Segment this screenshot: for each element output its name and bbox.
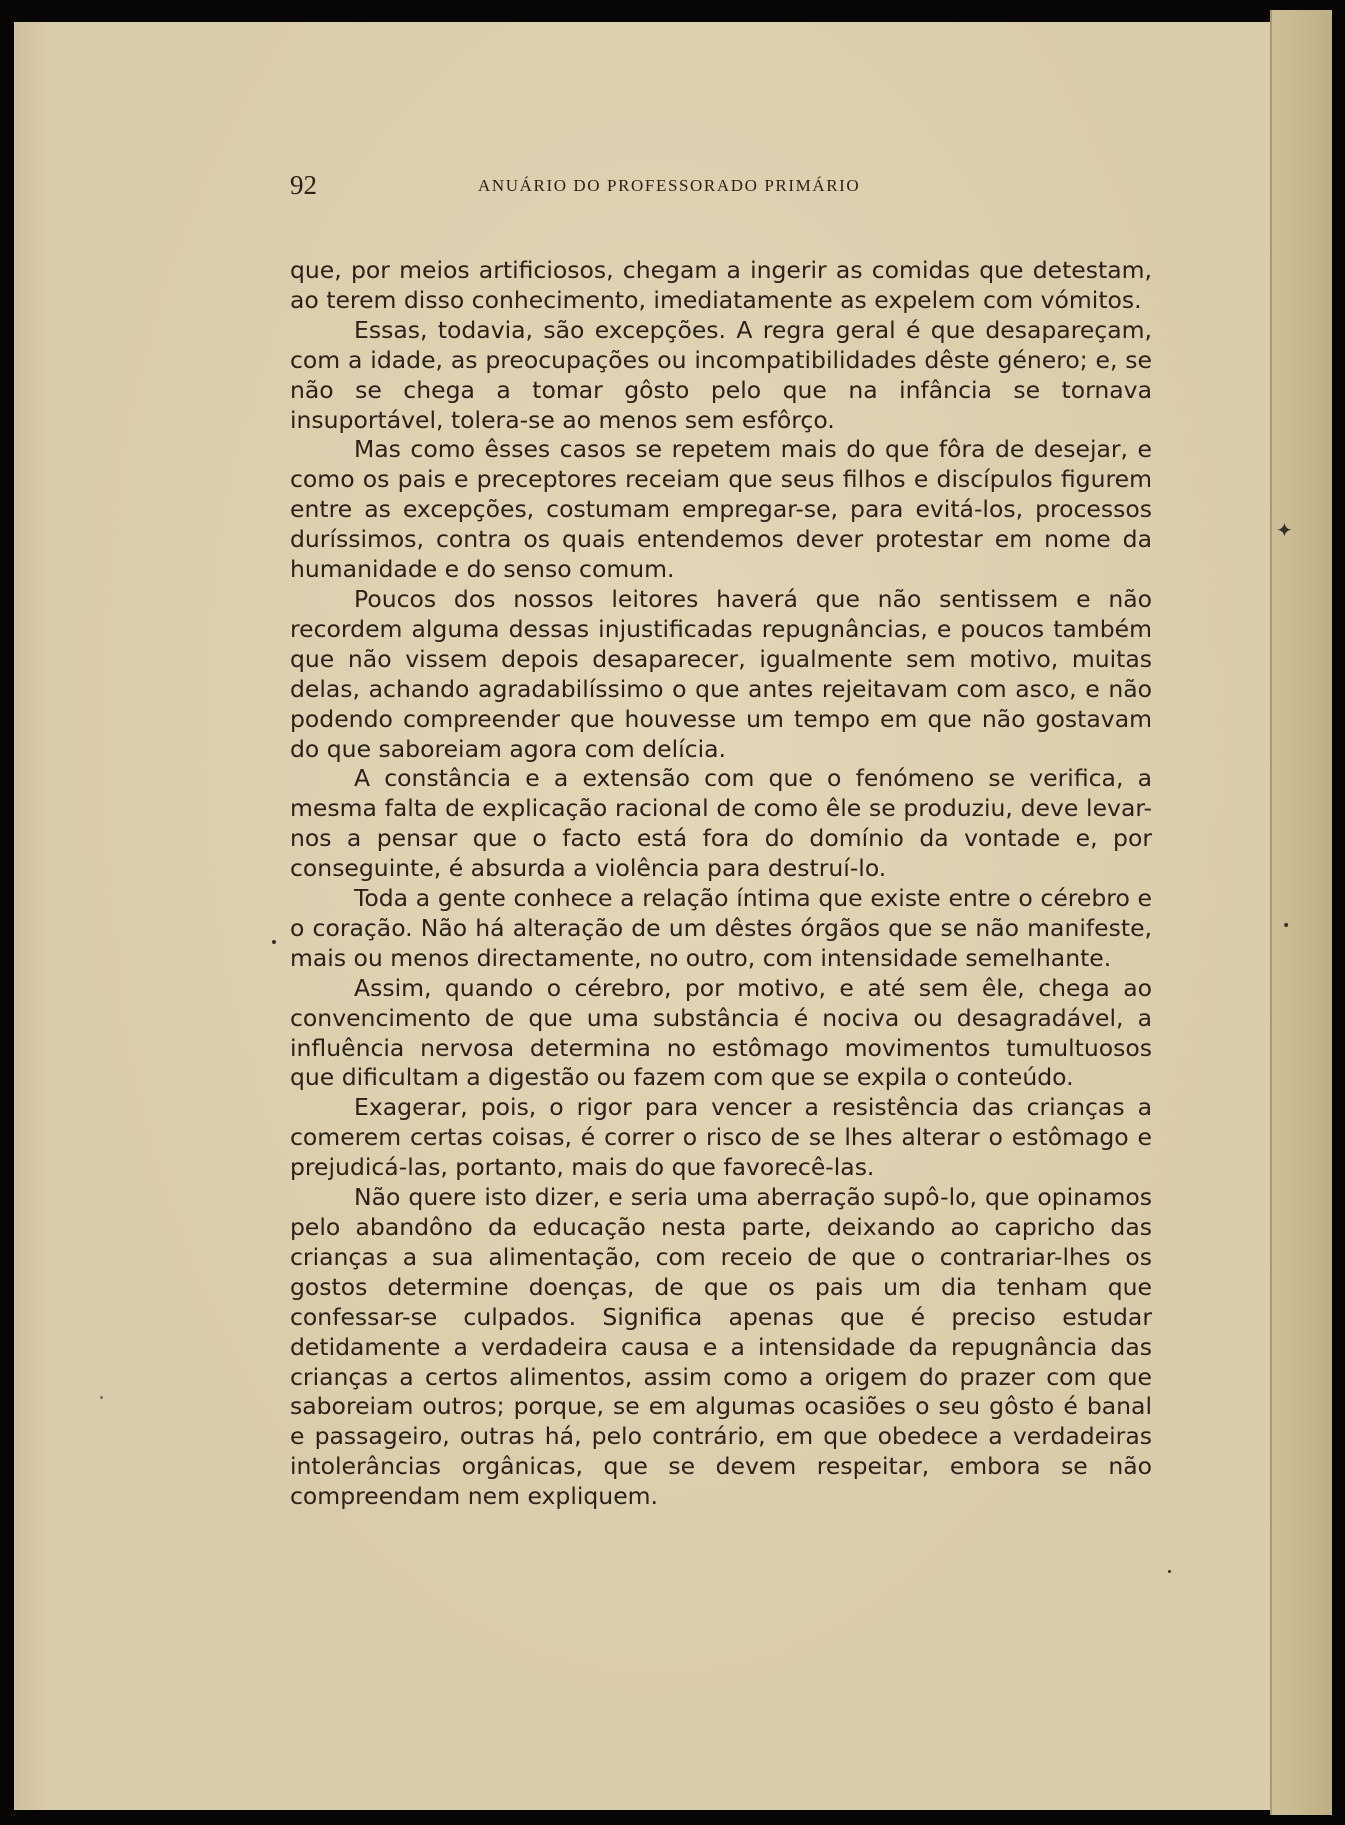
ink-speck (1168, 1570, 1171, 1573)
paragraph: Poucos dos nossos leitores haverá que não sentissem e não recordem alguma dessas injustificadas repugnâncias, e poucos também que não vissem depois desaparecer, igualmente sem motivo, muitas delas, achando agradabilíssimo o que antes rejeitavam com asco, e não podendo compreender que houvesse um tempo em que não gostavam do que saboreiam agora com delícia. (290, 584, 1152, 763)
margin-mark-icon: ✦ (1276, 518, 1293, 542)
paragraph: Exagerar, pois, o rigor para vencer a resistência das crianças a comerem certas coisas, é correr o risco de se lhes alterar o estômago e prejudicá-las, portanto, mais do que favorecê-las. (290, 1093, 1152, 1182)
running-title: ANUÁRIO DO PROFESSORADO PRIMÁRIO (478, 176, 861, 195)
ink-speck (100, 1396, 103, 1399)
adjacent-page-edge (1270, 10, 1332, 1815)
ink-speck (272, 940, 276, 944)
page-number: 92 (290, 170, 317, 200)
page-header (290, 170, 1010, 204)
paragraph: Essas, todavia, são excepções. A regra geral é que desapareçam, com a idade, as preocupações ou incompatibilidades dêste género; e, se não se chega a tomar gôsto pelo que na infância se tornava insuportável, tolera-se ao menos sem esfôrço. (290, 315, 1152, 434)
article-body (290, 256, 1152, 1512)
margin-dot-icon: • (1282, 918, 1291, 934)
paragraph: Toda a gente conhece a relação íntima que existe entre o cérebro e o coração. Não há alteração de um dêstes órgãos que se não manifeste, mais ou menos directamente, no outro, com intensidade semelhante. (290, 884, 1152, 972)
paragraph: A constância e a extensão com que o fenómeno se verifica, a mesma falta de explicação racional de como êle se produziu, deve levar-nos a pensar que o facto está fora do domínio da vontade e, por conseguinte, é absurda a violência para destruí-lo. (290, 764, 1152, 883)
paragraph: Assim, quando o cérebro, por motivo, e até sem êle, chega ao convencimento de que uma substância é nociva ou desagradável, a influência nervosa determina no estômago movimentos tumultuosos que dificultam a digestão ou fazem com que se expila o conteúdo. (290, 973, 1152, 1092)
paragraph: que, por meios artificiosos, chegam a ingerir as comidas que detestam, ao terem disso conhecimento, imediatamente as expelem com vómitos. (290, 256, 1152, 314)
paragraph: Não quere isto dizer, e seria uma aberração supô-lo, que opinamos pelo abandôno da educação nesta parte, deixando ao capricho das crianças a sua alimentação, com receio de que o contrariar-lhes os gostos determine doenças, de que os pais um dia tenham que confessar-se culpados. Significa apenas que é preciso estudar detidamente a verdadeira causa e a intensidade da repugnância das crianças a certos alimentos, assim como a origem do prazer com que saboreiam outros; porque, se em algumas ocasiões o seu gôsto é banal e passageiro, outras há, pelo contrário, em que obedece a verdadeiras intolerâncias orgânicas, que se devem respeitar, embora se não compreendam nem expliquem. (290, 1183, 1152, 1511)
paragraph: Mas como êsses casos se repetem mais do que fôra de desejar, e como os pais e preceptores receiam que seus filhos e discípulos figurem entre as excepções, costumam empregar-se, para evitá-los, processos duríssimos, contra os quais entendemos dever protestar em nome da humanidade e do senso comum. (290, 435, 1152, 584)
